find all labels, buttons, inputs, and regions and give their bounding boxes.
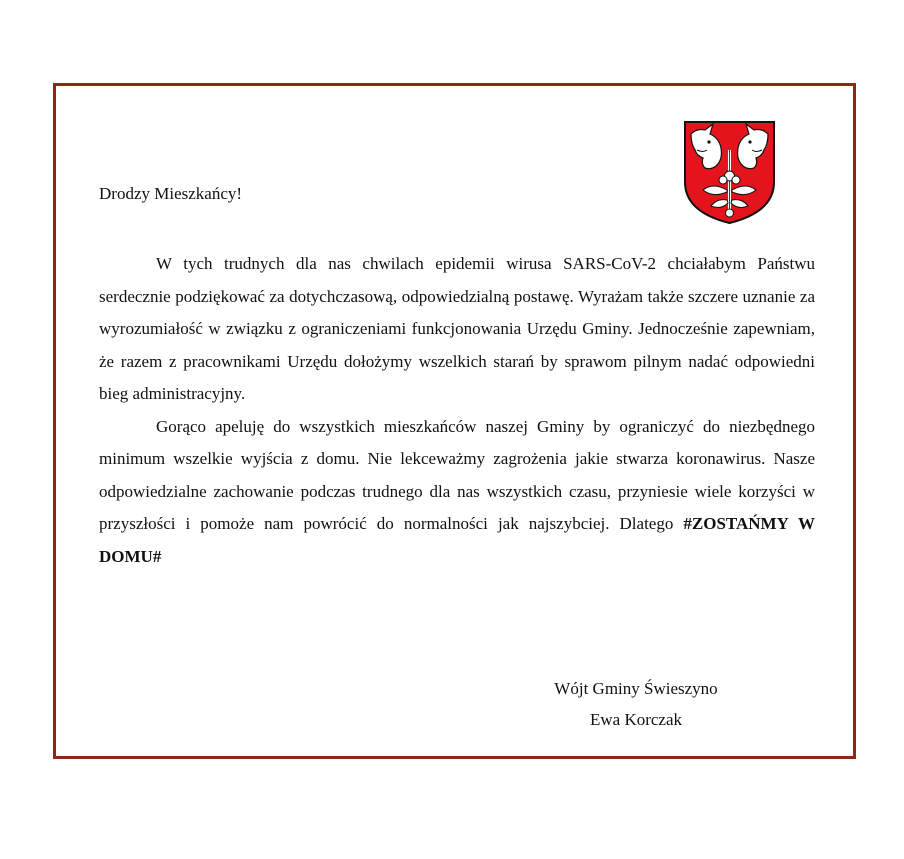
letter-greeting: Drodzy Mieszkańcy!	[99, 184, 243, 203]
signature-name: Ewa Korczak	[589, 710, 683, 729]
signature-title: Wójt Gminy Świeszyno	[554, 679, 718, 698]
paragraph-appeal	[99, 411, 815, 574]
paragraph-thanks: W tych trudnych dla nas chwilach epidemii wirusa SARS-CoV-2 chciałabym Państwu serdecznie podziękować za dotychczasową, odpowiedzialną postawę. Wyrażam także szczere uznanie za wyrozumiałość w związku z ograniczeniami funkcjonowania Urzędu Gminy. Jednocześnie zapewniam, że razem z pracownikami Urzędu dołożymy wszelkich starań by sprawom pilnym nadać odpowiedni bieg administracyjny.	[99, 254, 815, 403]
stay-home-slogan: #ZOSTAŃMY W DOMU#	[99, 514, 815, 566]
letter-body	[99, 248, 815, 573]
signature-block	[520, 673, 752, 735]
paragraph-appeal-text: Gorąco apeluję do wszystkich mieszkańców naszej Gminy by ograniczyć do niezbędnego minimum wszelkie wyjścia z domu. Nie lekceważmy zagrożenia jakie stwarza koronawirus. Nasze odpowiedzialne zachowanie podczas trudnego dla nas wszystkich czasu, przyniesie wiele korzyści w przyszłości i pomoże nam powrócić do normalności jak najszybciej. Dlatego	[99, 416, 815, 533]
municipal-coat-of-arms-icon	[683, 120, 776, 225]
